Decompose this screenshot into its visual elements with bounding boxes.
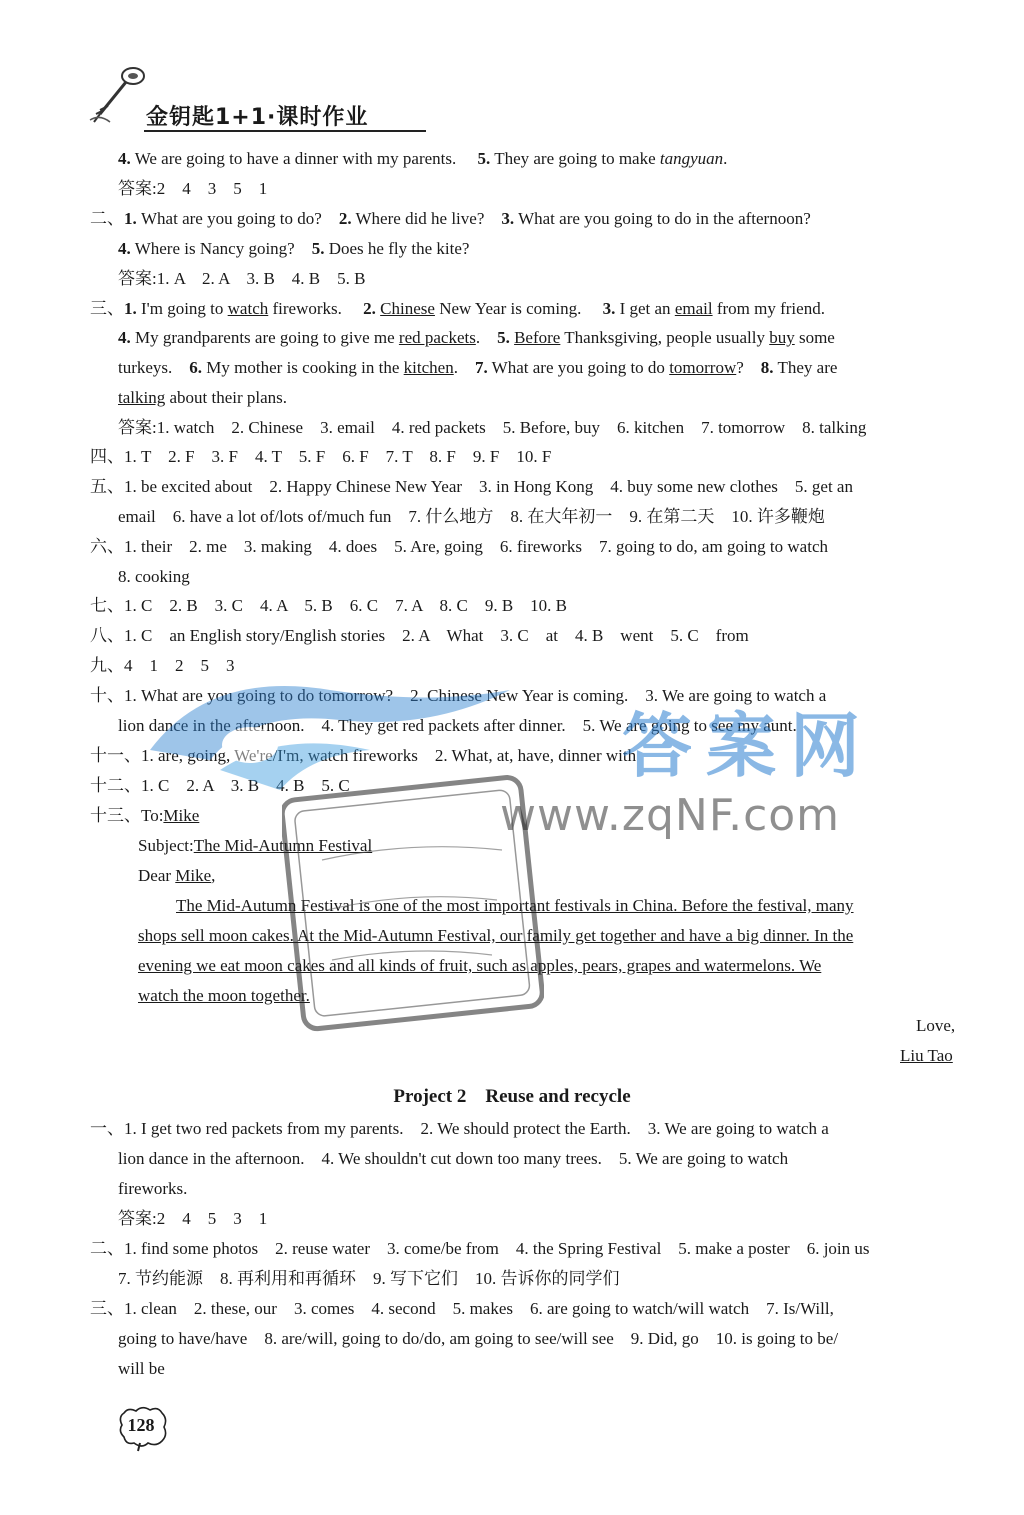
s3-a5-underline: Before: [514, 328, 561, 347]
s13-sign: Liu Tao: [900, 1046, 953, 1065]
s3-a2-underline: Chinese: [380, 299, 435, 318]
s13-dear-name: Mike: [175, 866, 212, 885]
p1-line3: fireworks.: [118, 1179, 188, 1198]
s3-a5-end: some: [794, 328, 835, 347]
s3-a8: They are: [777, 358, 838, 377]
s13-body2: shops sell moon cakes. At the Mid-Autumn Festival, our family get together and have a big dinner. In the: [138, 926, 854, 945]
s13-dear-comma: ,: [211, 866, 216, 885]
s2-answer: 答案:1. A 2. A 3. B 4. B 5. B: [118, 269, 366, 288]
s6-line2: 8. cooking: [118, 567, 190, 586]
s3-a6: My mother is cooking in the: [206, 358, 404, 377]
s3-a6-end: .: [453, 358, 458, 377]
s3-a7-end: ?: [736, 358, 744, 377]
page-number: 128: [127, 1415, 155, 1435]
stamp-seal: [282, 770, 544, 1032]
s3-answer: 答案:1. watch 2. Chinese 3. email 4. red packets 5. Before, buy 6. kitchen 7. tomorrow 8. talking: [118, 418, 867, 437]
s1-item4: We are going to have a dinner with my parents.: [134, 149, 457, 168]
s5-line1: 五、1. be excited about 2. Happy Chinese New Year 3. in Hong Kong 4. buy some new clothes 5. get an: [90, 477, 853, 496]
s3-a2-end: New Year is coming.: [434, 299, 582, 318]
s3-a7: What are you going to do: [491, 358, 670, 377]
s3-a3-end: from my friend.: [712, 299, 825, 318]
s2-q4: Where is Nancy going?: [134, 239, 295, 258]
s10-line1: 十、1. What are you going to do tomorrow? 2. Chinese New Year is coming. 3. We are going to watch a: [90, 686, 827, 705]
s7-answer: 七、1. C 2. B 3. C 4. A 5. B 6. C 7. A 8. C 9. B 10. B: [90, 596, 568, 615]
s2-line1: 二、1. What are you going to do? 2. Where did he live? 3. What are you going to do in the afternoon?: [90, 209, 811, 229]
s3-a1: I'm going to: [141, 299, 228, 318]
s3-line4: [118, 387, 287, 409]
s13-body4: watch the moon together.: [138, 986, 310, 1005]
p2-line2: 7. 节约能源 8. 再利用和再循环 9. 写下它们 10. 告诉你的同学们: [118, 1269, 620, 1288]
s3-a4-underline: red packets: [398, 328, 476, 347]
s1-item5-italic: tangyuan: [659, 149, 724, 168]
s1-line1: 4. We are going to have a dinner with my parents. 5. They are going to make tangyuan.: [118, 149, 728, 168]
p1-line2: lion dance in the afternoon. 4. We shouldn't cut down too many trees. 5. We are going to watch: [118, 1149, 789, 1168]
s3-line3: turkeys. 6. My mother is cooking in the kitchen. 7. What are you going to do tomorrow? 8. They are: [118, 358, 838, 377]
s5-line2: email 6. have a lot of/lots of/much fun 7. 什么地方 8. 在大年初一 9. 在第二天 10. 许多鞭炮: [118, 507, 825, 526]
s3-line1: 三、1. I'm going to watch fireworks. 2. Chinese New Year is coming. 3. I get an email from my friend.: [90, 299, 825, 319]
s13-dear-line: [138, 865, 215, 887]
s2-q3: What are you going to do in the afternoon?: [518, 209, 811, 228]
s11-answer: 十一、1. are, going, We're/I'm, watch fireworks 2. What, at, have, dinner with: [90, 746, 637, 765]
s4-answer: 四、1. T 2. F 3. F 4. T 5. F 6. F 7. T 8. F 9. F 10. F: [90, 447, 552, 466]
s13-to-line: [90, 805, 199, 827]
s1-item5: They are going to make: [494, 149, 660, 168]
s3-a5-mid: Thanksgiving, people usually: [560, 328, 770, 347]
s3-a4: My grandparents are going to give me: [135, 328, 399, 347]
s1-answer: 答案:2 4 3 5 1: [118, 179, 268, 198]
s3-a3: I get an: [619, 299, 675, 318]
s13-subject-label: Subject:: [138, 836, 194, 855]
watermark-cn: 答案网: [622, 705, 874, 787]
s2-line2: 4. Where is Nancy going? 5. Does he fly the kite?: [118, 239, 470, 258]
s3-line2: 4. My grandparents are going to give me red packets. 5. Before Thanksgiving, people usually buy some: [118, 328, 835, 347]
watermark-url: www.zqNF.com: [500, 790, 841, 841]
s3-a4-end: .: [475, 328, 481, 347]
s3-a3-underline: email: [674, 299, 713, 318]
page-number-badge: [118, 1405, 172, 1453]
s9-answer: 九、4 1 2 5 3: [90, 656, 235, 675]
p3-line3: will be: [118, 1359, 165, 1378]
s12-answer: 十二、1. C 2. A 3. B 4. B 5. C: [90, 776, 350, 795]
s2-q5: Does he fly the kite?: [328, 239, 470, 258]
p1-answer: 答案:2 4 5 3 1: [118, 1209, 268, 1228]
s8-answer: 八、1. C an English story/English stories 2. A What 3. C at 4. B went 5. C from: [90, 626, 749, 645]
s13-dear: Dear: [138, 866, 176, 885]
s2-q2: Where did he live?: [355, 209, 485, 228]
s13-to-label: 十三、To:: [90, 806, 164, 825]
s13-body1: The Mid-Autumn Festival is one of the most important festivals in China. Before the festival, many: [176, 896, 854, 915]
s13-subject: The Mid-Autumn Festival: [193, 836, 373, 855]
s3-a8-underline: talking: [118, 388, 166, 407]
s3-a8-end: about their plans.: [165, 388, 288, 407]
p3-line1: 三、1. clean 2. these, our 3. comes 4. second 5. makes 6. are going to watch/will watch 7. Is/Will,: [90, 1299, 834, 1318]
project-title: Project 2 Reuse and recycle: [393, 1086, 631, 1107]
s2-q1: What are you going to do?: [141, 209, 322, 228]
s13-to: Mike: [163, 806, 200, 825]
p1-line1: 一、1. I get two red packets from my parents. 2. We should protect the Earth. 3. We are going to watch a: [90, 1119, 829, 1138]
s3-a5-cont: turkeys.: [118, 358, 173, 377]
s3-a6-underline: kitchen: [403, 358, 454, 377]
s13-body3: evening we eat moon cakes and all kinds of fruit, such as apples, pears, grapes and watermelons. We: [138, 956, 822, 975]
p2-line1: 二、1. find some photos 2. reuse water 3. come/be from 4. the Spring Festival 5. make a poster 6. join us: [90, 1239, 870, 1258]
s3-a1-underline: watch: [227, 299, 269, 318]
s3-a7-underline: tomorrow: [669, 358, 737, 377]
s1-item5-end: .: [723, 149, 728, 168]
s10-line2: lion dance in the afternoon. 4. They get red packets after dinner. 5. We are going to see my aunt.: [118, 716, 797, 735]
book-title: 金钥匙1+1·课时作业: [146, 105, 369, 130]
p3-line2: going to have/have 8. are/will, going to do/do, am going to see/will see 9. Did, go 10. is going to be/: [118, 1329, 839, 1348]
header-rule: [144, 130, 426, 132]
s3-a5-underline2: buy: [769, 328, 795, 347]
page-header: [86, 62, 446, 142]
s13-love: Love,: [916, 1016, 956, 1035]
s6-line1: 六、1. their 2. me 3. making 4. does 5. Are, going 6. fireworks 7. going to do, am going to watch: [90, 537, 828, 556]
s3-a1-end: fireworks.: [268, 299, 342, 318]
